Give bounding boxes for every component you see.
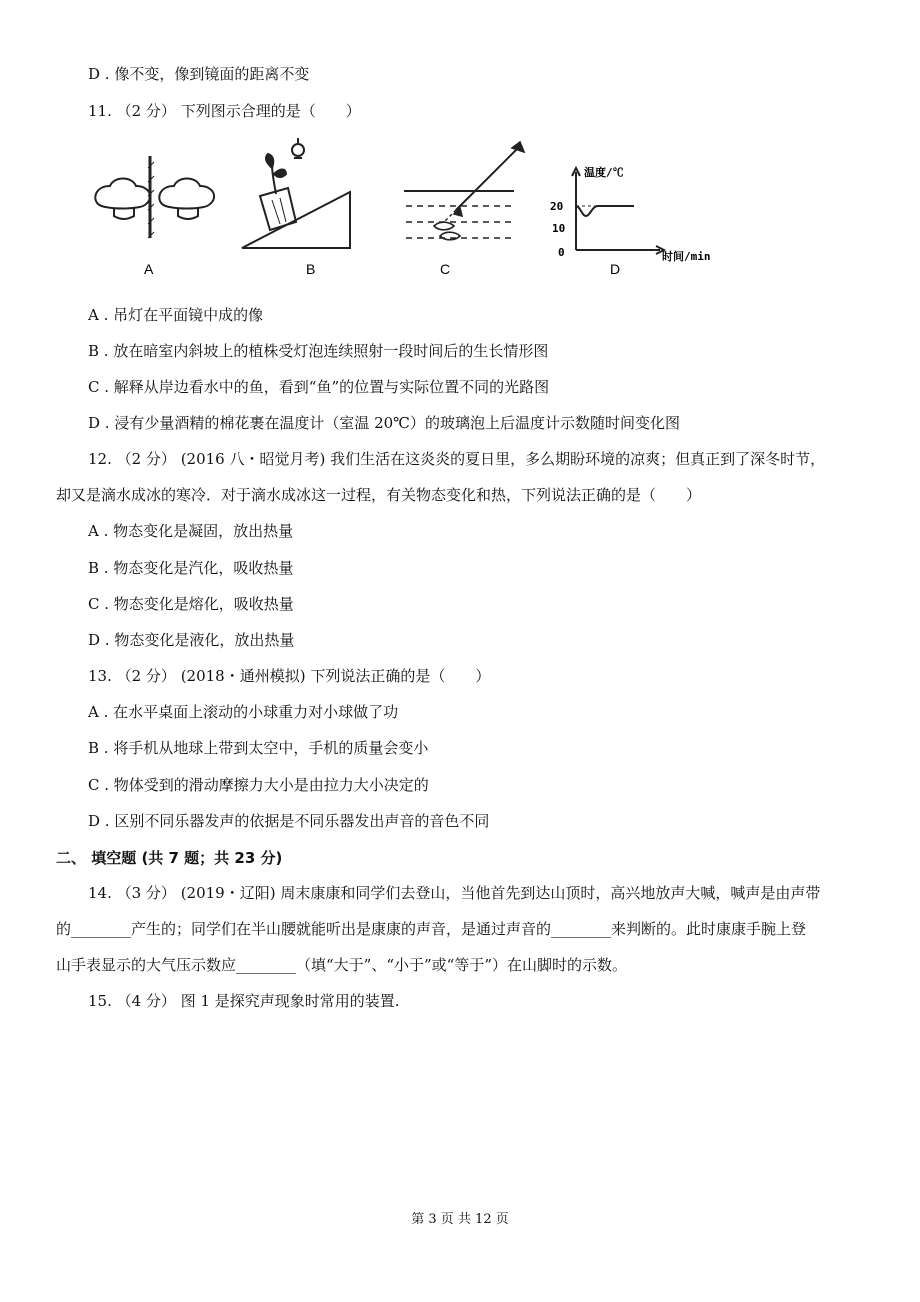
graph-tick-0: 0 (558, 246, 565, 259)
q11-option-d: D . 浸有少量酒精的棉花裹在温度计（室温 20℃）的玻璃泡上后温度计示数随时间变化图 (88, 414, 680, 432)
graph-x-axis-label: 时间/min (662, 250, 711, 263)
q12-option-c: C . 物态变化是熔化，吸收热量 (88, 595, 294, 613)
q11-option-a: A . 吊灯在平面镜中成的像 (88, 306, 264, 324)
graph-tick-20: 20 (550, 200, 564, 213)
q12-stem-line1: 12. （2 分） (2016 八・昭觉月考) 我们生活在这炎炎的夏日里，多么期盼环境的凉爽；但真正到了深冬时节， (88, 450, 826, 468)
figure-a-mirror-lamp (95, 156, 214, 238)
q11-option-c: C . 解释从岸边看水中的鱼，看到“鱼”的位置与实际位置不同的光路图 (88, 378, 550, 396)
q12-option-d: D . 物态变化是液化，放出热量 (88, 631, 295, 649)
q12-stem-line2: 却又是滴水成冰的寒冷．对于滴水成冰这一过程，有关物态变化和热，下列说法正确的是（ ） (56, 486, 702, 504)
q10-option-d: D . 像不变，像到镜面的距离不变 (88, 65, 310, 83)
q13-stem: 13. （2 分） (2018・通州模拟) 下列说法正确的是（ ） (88, 667, 491, 685)
figure-d-label: D (610, 261, 621, 277)
q14-stem-line2: 的________产生的；同学们在半山腰就能听出是康康的声音，是通过声音的________来判断的。此时康康手腕上登 (56, 920, 807, 938)
q12-option-b: B . 物态变化是汽化，吸收热量 (88, 559, 294, 577)
q13-option-c: C . 物体受到的滑动摩擦力大小是由拉力大小决定的 (88, 776, 429, 794)
q12-option-a: A . 物态变化是凝固，放出热量 (88, 522, 294, 540)
figure-c-refraction (404, 142, 524, 240)
figure-b-label: B (306, 261, 316, 277)
q13-option-b: B . 将手机从地球上带到太空中，手机的质量会变小 (88, 739, 429, 757)
page-footer: 第 3 页 共 12 页 (411, 1212, 509, 1227)
figure-b-plant-slope (242, 138, 350, 248)
figure-a-label: A (144, 261, 154, 277)
q14-stem-line1: 14. （3 分） (2019・辽阳) 周末康康和同学们去登山，当他首先到达山顶时，高兴地放声大喊，喊声是由声带 (88, 884, 821, 902)
q13-option-a: A . 在水平桌面上滚动的小球重力对小球做了功 (88, 703, 399, 721)
q15-stem: 15. （4 分） 图 1 是探究声现象时常用的装置. (88, 992, 400, 1010)
figure-c-label: C (440, 261, 451, 277)
q11-stem: 11. （2 分） 下列图示合理的是（ ） (88, 102, 361, 120)
q13-option-d: D . 区别不同乐器发声的依据是不同乐器发出声音的音色不同 (88, 812, 490, 830)
q11-figures (88, 138, 748, 280)
section-2-heading: 二、 填空题 (共 7 题；共 23 分) (56, 849, 283, 867)
q11-option-b: B . 放在暗室内斜坡上的植株受灯泡连续照射一段时间后的生长情形图 (88, 342, 549, 360)
graph-tick-10: 10 (552, 222, 566, 235)
figure-d-temperature-graph (550, 165, 711, 263)
graph-y-axis-label: 温度/℃ (584, 166, 624, 179)
q14-stem-line3: 山手表显示的大气压示数应________（填“大于”、“小于”或“等于”）在山脚时的示数。 (56, 956, 628, 974)
